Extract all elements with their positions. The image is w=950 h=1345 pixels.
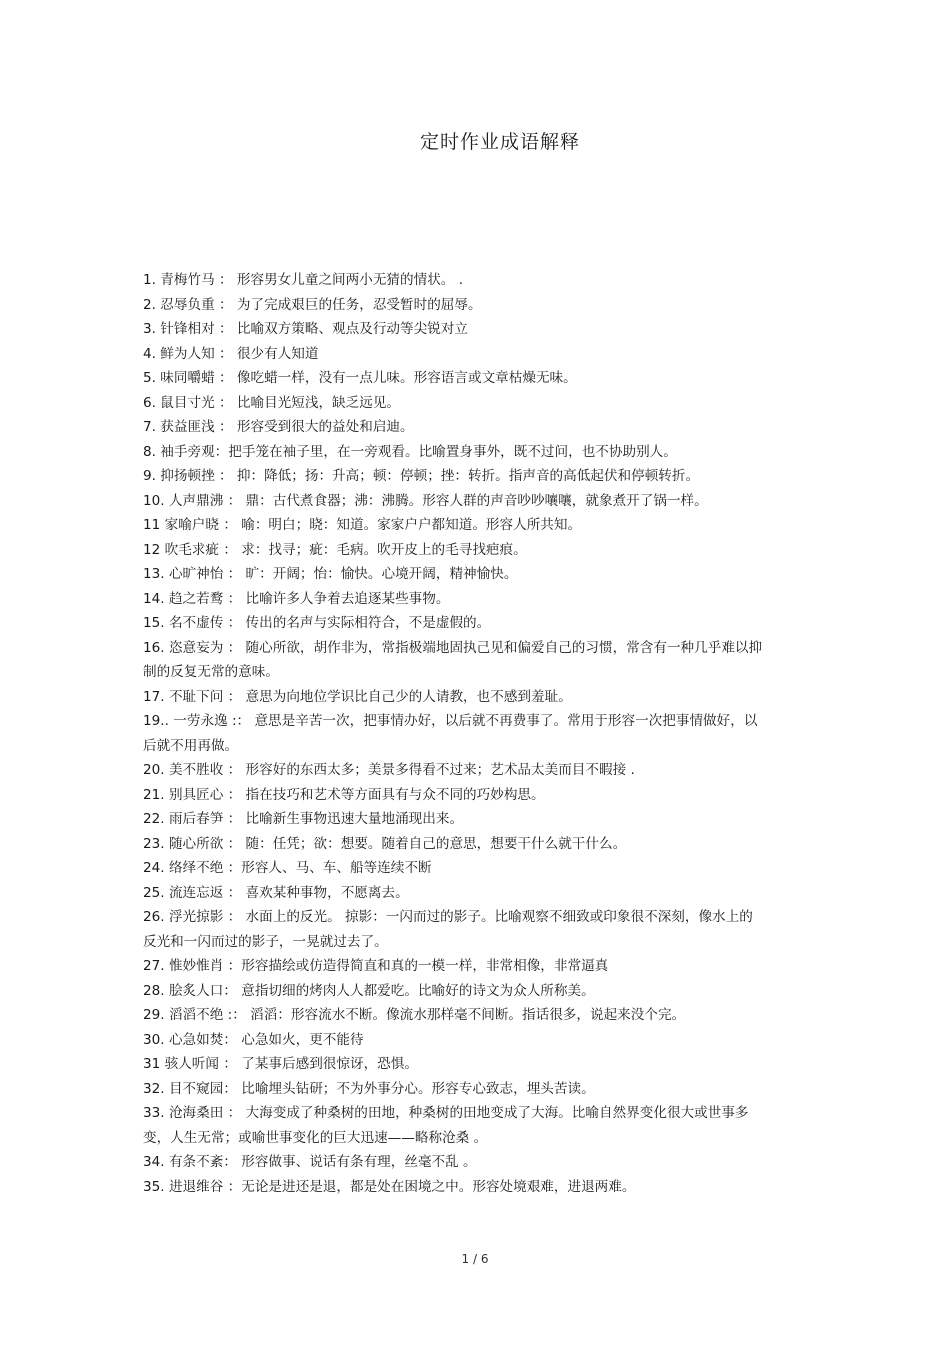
- document-title: 定时作业成语解释: [419, 131, 580, 153]
- idiom-entry: 25. 流连忘返 ： 喜欢某种事物，不愿离去。: [143, 884, 409, 901]
- idiom-entry: 13. 心旷神怡 ： 旷：开阔；怡：愉快。心境开阔，精神愉快。: [143, 566, 518, 582]
- idiom-entry: 28. 脍炙人口： 意指切细的烤肉人人都爱吃。比喻好的诗文为众人所称美。: [143, 982, 595, 999]
- idiom-entry: 10. 人声鼎沸 ： 鼎：古代煮食器；沸：沸腾。形容人群的声音吵吵嚷嚷，就象煮开了锅一样。: [143, 492, 708, 509]
- idiom-entry: 7. 获益匪浅 ： 形容受到很大的益处和启迪。: [143, 419, 414, 435]
- idiom-entry: 3. 针锋相对 ： 比喻双方策略、观点及行动等尖锐对立: [143, 321, 468, 337]
- page-number: 1 / 6: [461, 1252, 489, 1266]
- idiom-entry: 20. 美不胜收 ： 形容好的东西太多；美景多得看不过来；艺术品太美而目不暇接 .: [143, 762, 635, 778]
- idiom-entry: 16. 恣意妄为 ： 随心所欲，胡作非为，常指极端地固执己见和偏爱自己的习惯，常含有一种几乎难以抑制的反复无常的意味。: [143, 639, 763, 680]
- idiom-entry: 12 吹毛求疵 ： 求：找寻；疵：毛病。吹开皮上的毛寻找疤痕。: [143, 541, 527, 558]
- idiom-entry: 27. 惟妙惟肖 ：形容描绘或仿造得简直和真的一模一样，非常相像，非常逼真: [143, 958, 609, 974]
- idiom-entry: 5. 味同嚼蜡 ： 像吃蜡一样，没有一点儿味。形容语言或文章枯燥无味。: [143, 370, 577, 386]
- idiom-entry: 31 骇人听闻 ： 了某事后感到很惊讶，恐惧。: [143, 1056, 418, 1072]
- idiom-list: [143, 268, 765, 1199]
- idiom-entry: 32. 目不窥园： 比喻埋头钻研；不为外事分心。形容专心致志，埋头苦读。: [143, 1080, 595, 1097]
- idiom-entry: 17. 不耻下问 ： 意思为向地位学识比自己少的人请教，也不感到羞耻。: [143, 688, 572, 705]
- idiom-entry: 23. 随心所欲 ： 随：任凭；欲：想要。随着自己的意思，想要干什么就干什么。: [143, 835, 627, 852]
- idiom-entry: 19.. 一劳永逸 :： 意思是辛苦一次，把事情办好，以后就不再费事了。常用于形容一次把事情做好，以后就不用再做。: [143, 713, 758, 754]
- idiom-entry: 24. 络绎不绝 ：形容人、马、车、船等连续不断: [143, 860, 432, 876]
- idiom-entry: 29. 滔滔不绝 :： 滔滔：形容流水不断。像流水那样毫不间断。指话很多，说起来没个完。: [143, 1007, 686, 1023]
- idiom-entry: 30. 心急如焚： 心急如火，更不能待: [143, 1031, 364, 1048]
- idiom-entry: 35. 进退维谷 ：无论是进还是退，都是处在困境之中。形容处境艰难，进退两难。: [143, 1178, 636, 1195]
- idiom-entry: 6. 鼠目寸光 ： 比喻目光短浅，缺乏远见。: [143, 394, 401, 411]
- idiom-entry: 15. 名不虚传 ： 传出的名声与实际相符合，不是虚假的。: [143, 615, 491, 631]
- idiom-entry: 4. 鲜为人知 ： 很少有人知道: [143, 345, 319, 362]
- idiom-entry: 1. 青梅竹马 ： 形容男女儿童之间两小无猜的情状。 .: [143, 272, 464, 288]
- idiom-entry: 21. 别具匠心 ： 指在技巧和艺术等方面具有与众不同的巧妙构思。: [143, 786, 545, 803]
- idiom-entry: 33. 沧海桑田 ： 大海变成了种桑树的田地，种桑树的田地变成了大海。比喻自然界变化很大或世事多变，人生无常；或喻世事变化的巨大迅速——略称沧桑 。: [143, 1105, 749, 1146]
- idiom-entry: 34. 有条不紊： 形容做事、说话有条有理，丝毫不乱 。: [143, 1154, 477, 1170]
- idiom-entry: 8. 袖手旁观：把手笼在袖子里，在一旁观看。比喻置身事外，既不过问，也不协助别人。: [143, 443, 677, 460]
- idiom-entry: 22. 雨后春笋 ： 比喻新生事物迅速大量地涌现出来。: [143, 811, 464, 827]
- idiom-entry: 2. 忍辱负重 ： 为了完成艰巨的任务，忍受暂时的屈辱。: [143, 296, 482, 313]
- idiom-entry: 14. 趋之若鹜 ： 比喻许多人争着去追逐某些事物。: [143, 590, 450, 607]
- idiom-entry: 26. 浮光掠影 ： 水面上的反光。 掠影：一闪而过的影子。比喻观察不细致或印象很不深刻，像水上的反光和一闪而过的影子，一晃就过去了。: [143, 909, 753, 950]
- idiom-entry: 11 家喻户晓 ： 喻：明白；晓：知道。家家户户都知道。形容人所共知。: [143, 517, 582, 533]
- idiom-entry: 9. 抑扬顿挫 ： 抑：降低；扬：升高；顿：停顿；挫：转折。指声音的高低起伏和停顿转折。: [143, 468, 700, 484]
